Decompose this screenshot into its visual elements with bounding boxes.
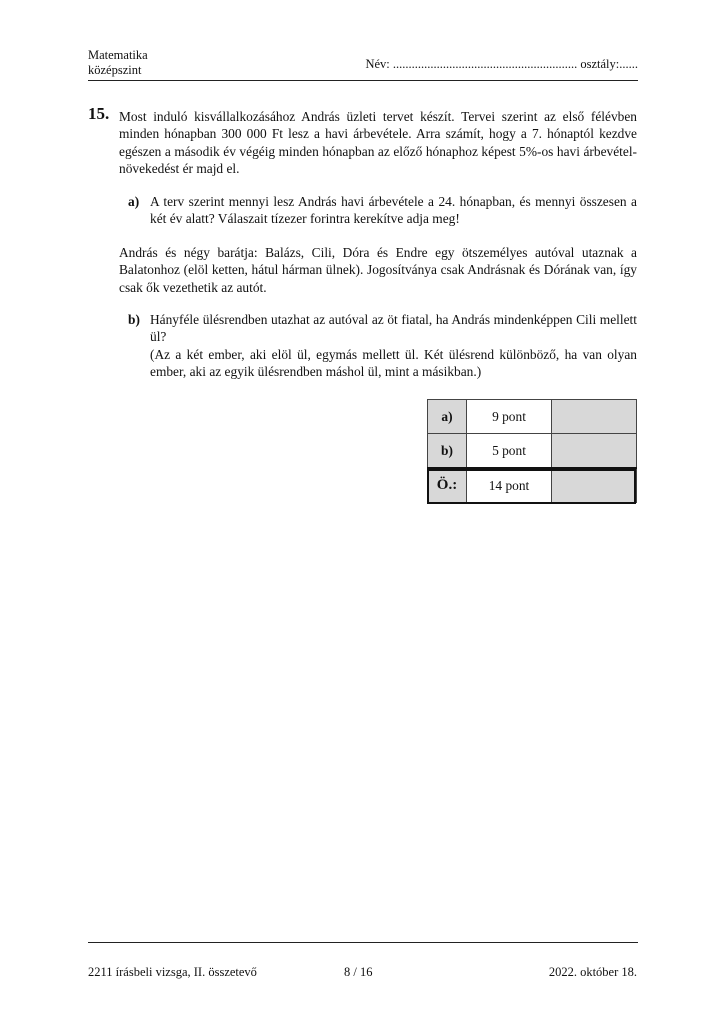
part-b-context: András és négy barátja: Balázs, Cili, Dóra és Endre egy ötszemélyes autóval utaznak a Balatonhoz (elöl ketten, hátul hárman ülnek). Jogosítványa csak Andrásnak és Dórának van, így csak ők vezethetik az autót. xyxy=(119,245,637,295)
part-b-note: (Az a két ember, aki elöl ül, egymás mellett ül. Két ülésrend különböző, ha van olyan ember, aki az egyik ülésrendben máshol ül, mint a másikban.) xyxy=(150,346,637,379)
score-row xyxy=(428,400,637,434)
part-a-label: a) xyxy=(128,194,140,209)
footer-exam-label: 2211 írásbeli vizsga, II. összetevő xyxy=(88,965,257,979)
page-header xyxy=(88,48,638,81)
footer-page-number: 8 / 16 xyxy=(344,965,373,979)
part-b-label: b) xyxy=(128,312,140,327)
score-earned-cell xyxy=(552,434,637,469)
level-label: középszint xyxy=(88,63,142,77)
part-b xyxy=(128,311,637,380)
subject-label: Matematika xyxy=(88,48,148,62)
question-number: 15. xyxy=(88,104,110,123)
score-part-label: a) xyxy=(428,400,467,434)
score-row xyxy=(428,434,637,469)
score-table xyxy=(427,399,637,503)
score-part-label: b) xyxy=(428,434,467,469)
footer-rule xyxy=(88,942,638,943)
name-class-field: Név: ........................................................... osztály:...... xyxy=(365,57,638,71)
score-total-label: Ö.: xyxy=(428,468,467,503)
score-max-points: 5 pont xyxy=(467,434,552,469)
question-intro: Most induló kisvállalkozásához András üzleti tervet készít. Tervei szerint az első félévben minden hónapban 300 000 Ft lesz a havi árbevétele. Arra számít, hogy a 7. hónaptól kezdve egészen a második év végéig minden hónapban az előző hónaphoz képest 5%-os havi árbevétel-növekedést ér majd el. xyxy=(119,109,637,176)
score-total-row xyxy=(428,468,637,503)
score-max-points: 9 pont xyxy=(467,400,552,434)
part-a xyxy=(128,193,637,228)
score-earned-cell xyxy=(552,400,637,434)
subject-block xyxy=(88,48,148,78)
part-b-text: Hányféle ülésrendben utazhat az autóval az öt fiatal, ha András mindenképpen Cili mellett ül? xyxy=(150,312,637,345)
score-total-points: 14 pont xyxy=(467,468,552,503)
footer-date: 2022. október 18. xyxy=(548,965,637,979)
part-a-text: A terv szerint mennyi lesz András havi árbevétele a 24. hónapban, és mennyi összesen a két év alatt? Válaszait tízezer forintra kerekítve adja meg! xyxy=(150,194,637,227)
score-total-earned-cell xyxy=(552,468,637,503)
